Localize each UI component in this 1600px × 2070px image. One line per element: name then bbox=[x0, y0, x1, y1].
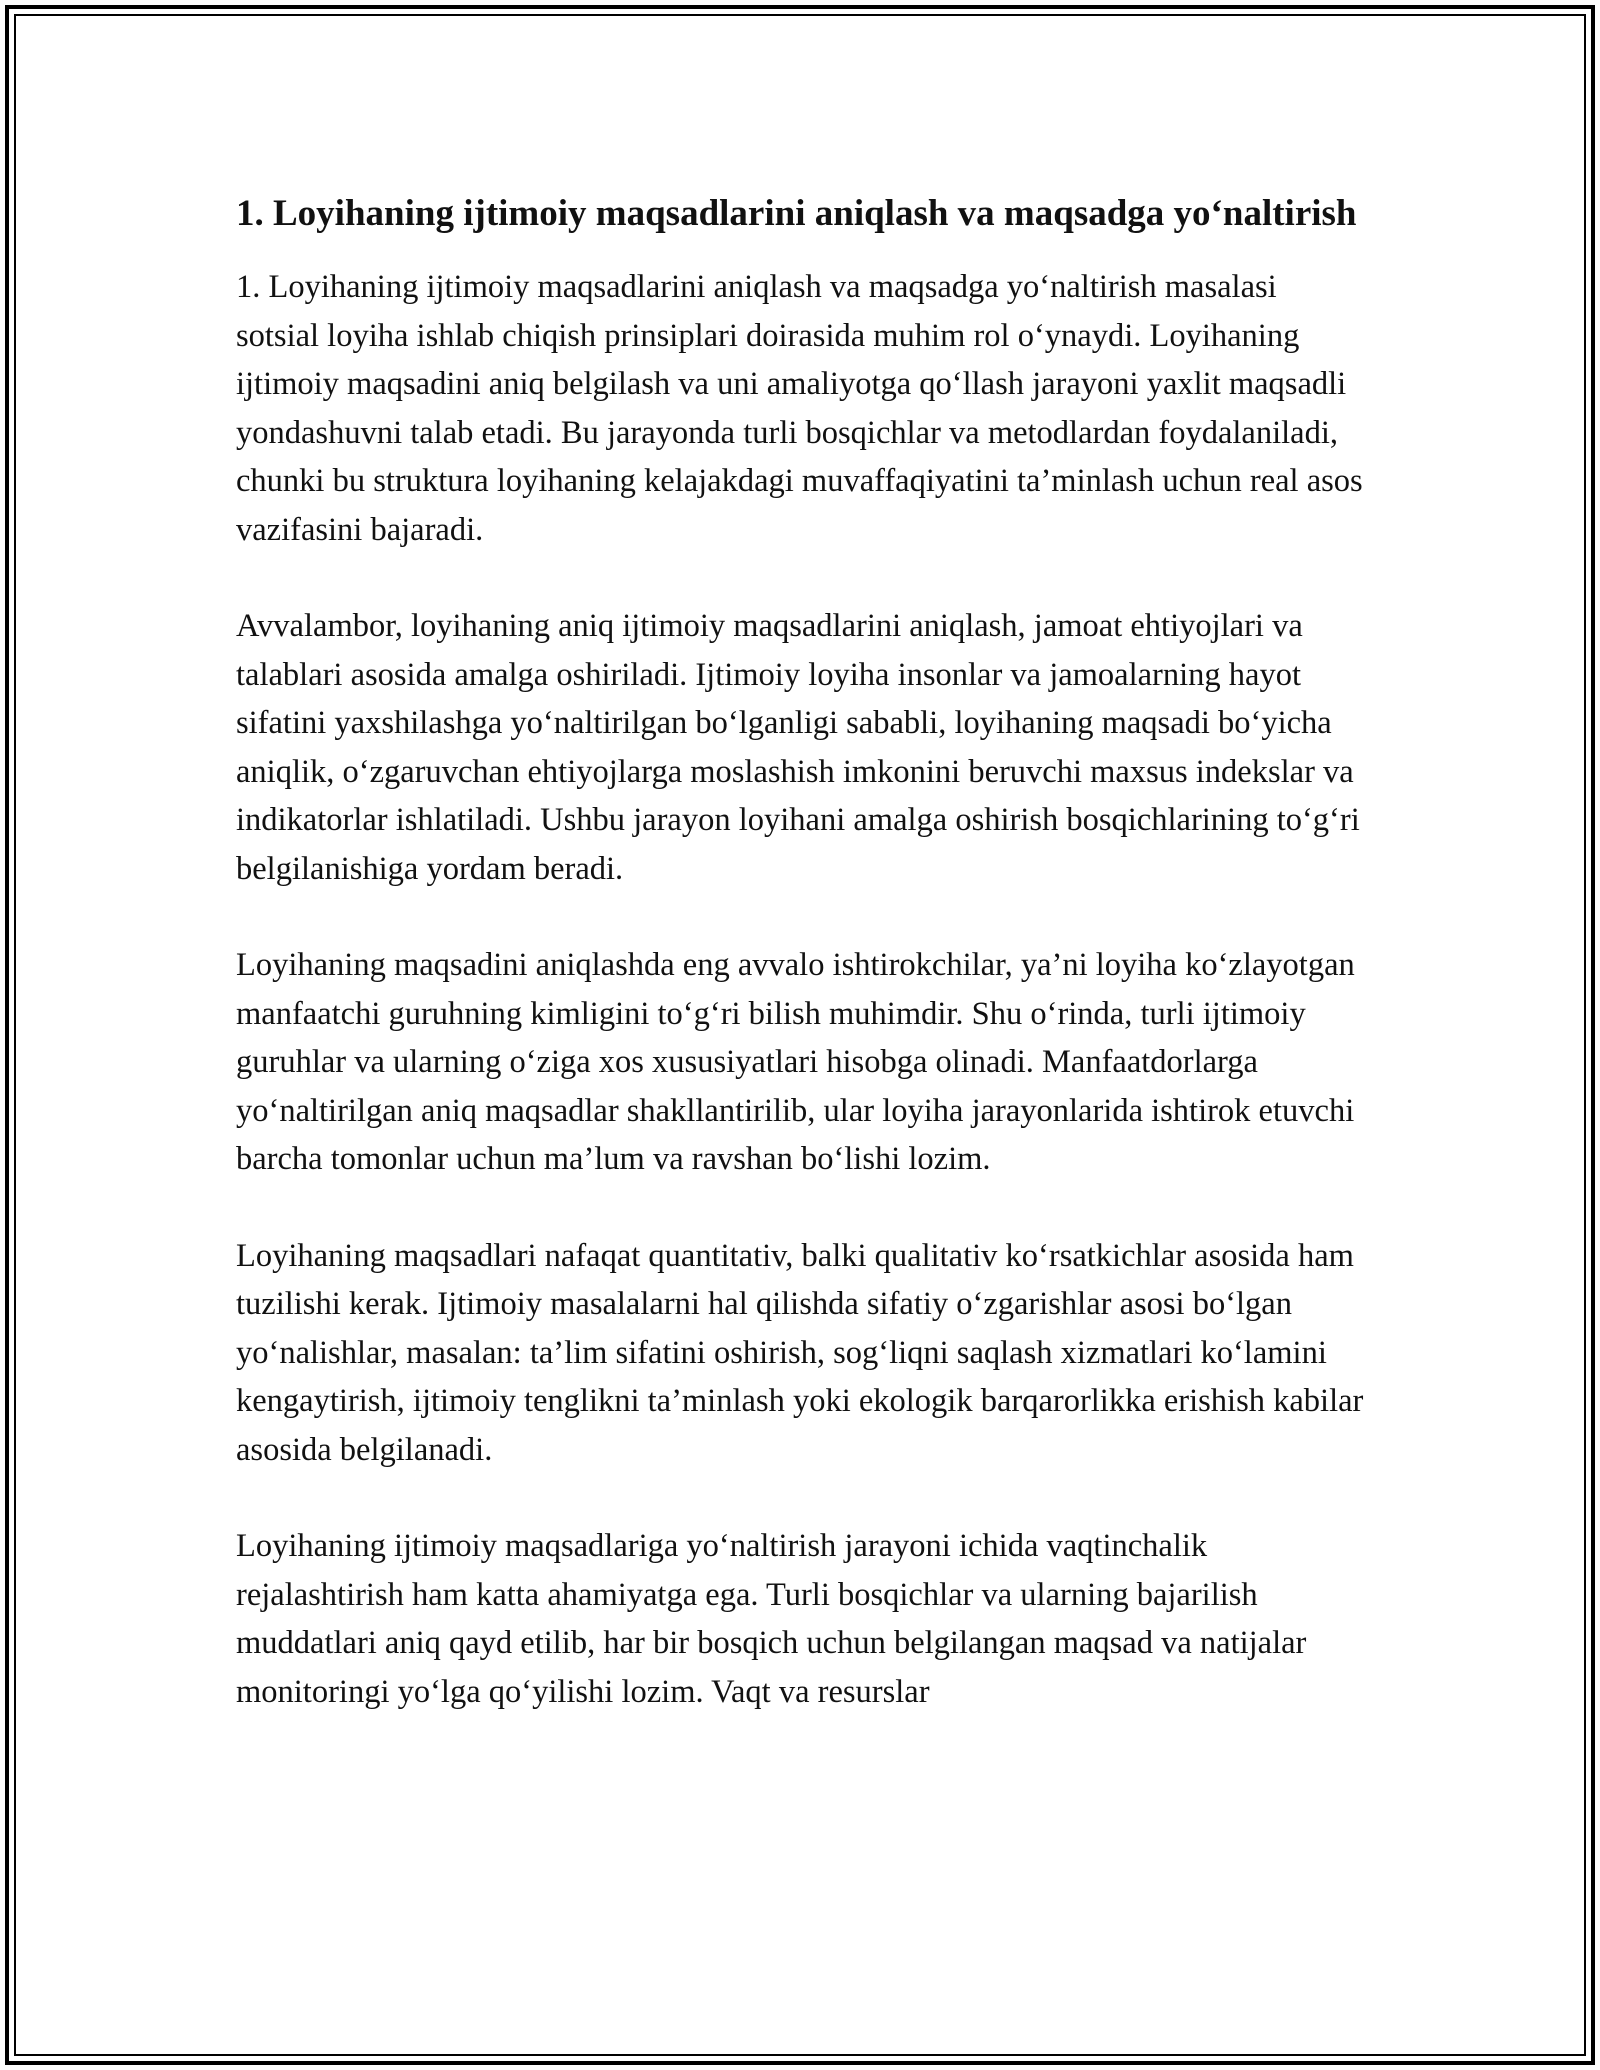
paragraph-1: 1. Loyihaning ijtimoiy maqsadlarini aniqlash va maqsadga yo‘naltirish masalasi sotsial loyiha ishlab chiqish prinsiplari doirasida muhim rol o‘ynaydi. Loyihaning ijtimoiy maqsadini aniq belgilash va uni amaliyotga qo‘llash jarayoni yaxlit maqsadli yondashuvni talab etadi. Bu jarayonda turli bosqichlar va metodlardan foydalaniladi, chunki bu struktura loyihaning kelajakdagi muvaffaqiyatini ta’minlash uchun real asos vazifasini bajaradi. bbox=[236, 269, 1363, 548]
section-heading: 1. Loyihaning ijtimoiy maqsadlarini aniqlash va maqsadga yo‘naltirish bbox=[236, 193, 1357, 234]
paragraph-5: Loyihaning ijtimoiy maqsadlariga yo‘naltirish jarayoni ichida vaqtinchalik rejalashtirish ham katta ahamiyatga ega. Turli bosqichlar va ularning bajarilish muddatlari aniq qayd etilib, har bir bosqich uchun belgilangan maqsad va natijalar monitoringi yo‘lga qo‘yilishi lozim. Vaqt va resurslar bbox=[236, 1528, 1307, 1710]
paragraph-2: Avvalambor, loyihaning aniq ijtimoiy maqsadlarini aniqlash, jamoat ehtiyojlari va talablari asosida amalga oshiriladi. Ijtimoiy loyiha insonlar va jamoalarning hayot sifatini yaxshilashga yo‘naltirilgan bo‘lganligi sababli, loyihaning maqsadi bo‘yicha aniqlik, o‘zgaruvchan ehtiyojlarga moslashish imkonini beruvchi maxsus indekslar va indikatorlar ishlatiladi. Ushbu jarayon loyihani amalga oshirish bosqichlarining to‘g‘ri belgilanishiga yordam beradi. bbox=[236, 608, 1360, 887]
paragraph-3: Loyihaning maqsadini aniqlashda eng avvalo ishtirokchilar, ya’ni loyiha ko‘zlayotgan manfaatchi guruhning kimligini to‘g‘ri bilish muhimdir. Shu o‘rinda, turli ijtimoiy guruhlar va ularning o‘ziga xos xususiyatlari hisobga olinadi. Manfaatdorlarga yo‘naltirilgan aniq maqsadlar shakllantirilib, ular loyiha jarayonlarida ishtirok etuvchi barcha tomonlar uchun ma’lum va ravshan bo‘lishi lozim. bbox=[236, 947, 1355, 1177]
document-body bbox=[236, 186, 1366, 1764]
paragraph-4: Loyihaning maqsadlari nafaqat quantitativ, balki qualitativ ko‘rsatkichlar asosida ham tuzilishi kerak. Ijtimoiy masalalarni hal qilishda sifatiy o‘zgarishlar asosi bo‘lgan yo‘nalishlar, masalan: ta’lim sifatini oshirish, sog‘liqni saqlash xizmatlari ko‘lamini kengaytirish, ijtimoiy tenglikni ta’minlash yoki ekologik barqarorlikka erishish kabilar asosida belgilanadi. bbox=[236, 1237, 1364, 1468]
